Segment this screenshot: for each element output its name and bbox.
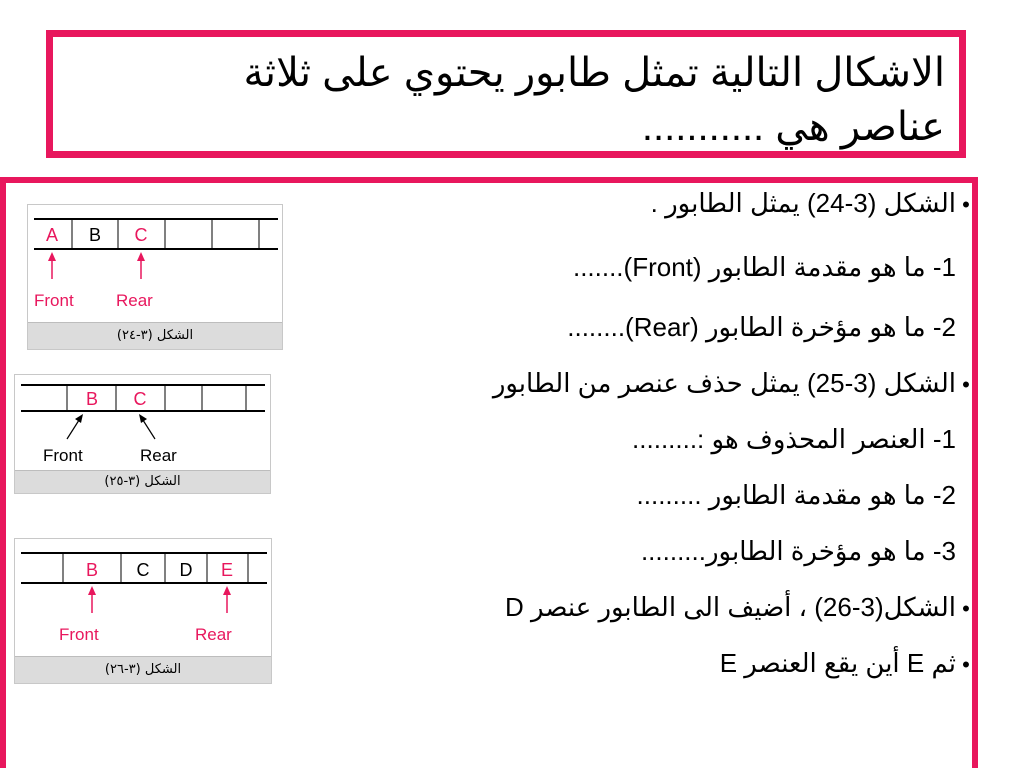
queue-diagram	[15, 539, 273, 659]
queue-cell-text: C	[133, 389, 147, 409]
queue-cell-text: A	[45, 225, 59, 245]
list-item	[637, 478, 956, 512]
queue-cell-text: B	[88, 225, 102, 245]
figure-caption: الشكل (٣-٢٦)	[15, 656, 271, 683]
list-item-text: الشكل(3-26) ، أضيف الى الطابور عنصر D	[504, 592, 956, 622]
front-label: Front	[59, 625, 99, 644]
list-item-text: الشكل (3-25) يمثل حذف عنصر من الطابور	[492, 368, 956, 398]
bullet-dot: •	[962, 372, 970, 397]
queue-cell-text: B	[85, 389, 99, 409]
rear-label: Rear	[140, 446, 177, 465]
front-label: Front	[43, 446, 83, 465]
list-item-text: 2- ما هو مؤخرة الطابور (Rear)........	[567, 312, 956, 342]
rear-label: Rear	[116, 291, 153, 310]
list-item	[651, 186, 976, 222]
bullet-dot: •	[962, 652, 970, 677]
figure-queue-3-24	[27, 204, 283, 350]
list-item	[567, 310, 956, 344]
slide-title-box	[46, 30, 966, 158]
list-item	[720, 646, 976, 682]
figure-queue-3-26	[14, 538, 272, 684]
queue-cell-text: B	[85, 560, 99, 580]
queue-cell-text: C	[134, 225, 148, 245]
list-item-text: 1- ما هو مقدمة الطابور (Front).......	[572, 252, 956, 282]
slide-title-line-2: عناصر هي ...........	[641, 105, 945, 149]
queue-diagram	[15, 375, 272, 471]
list-item-text: 2- ما هو مقدمة الطابور .........	[636, 480, 956, 510]
bullet-dot: •	[962, 596, 970, 621]
figure-queue-3-25	[14, 374, 271, 494]
queue-diagram	[28, 205, 284, 325]
bullet-dot: •	[962, 192, 970, 217]
queue-cell-text: E	[220, 560, 234, 580]
queue-cell-text: C	[136, 560, 150, 580]
list-item-text: ثم E أين يقع العنصر E	[719, 648, 956, 678]
list-item	[493, 366, 976, 402]
list-item	[632, 422, 956, 456]
list-item-text: 3- ما هو مؤخرة الطابور.........	[640, 536, 956, 566]
figure-caption: الشكل (٣-٢٥)	[15, 470, 270, 493]
queue-cell-text: D	[179, 560, 193, 580]
figure-caption: الشكل (٣-٢٤)	[28, 322, 282, 349]
list-item-text: الشكل (3-24) يمثل الطابور .	[650, 188, 956, 218]
list-item	[505, 590, 976, 626]
front-label: Front	[34, 291, 74, 310]
list-item-text: 1- العنصر المحذوف هو :.........	[632, 424, 956, 454]
list-item	[641, 534, 956, 568]
slide-title-line-1: الاشكال التالية تمثل طابور يحتوي على ثلاثة	[243, 51, 945, 95]
list-item	[573, 250, 956, 284]
rear-label: Rear	[195, 625, 232, 644]
